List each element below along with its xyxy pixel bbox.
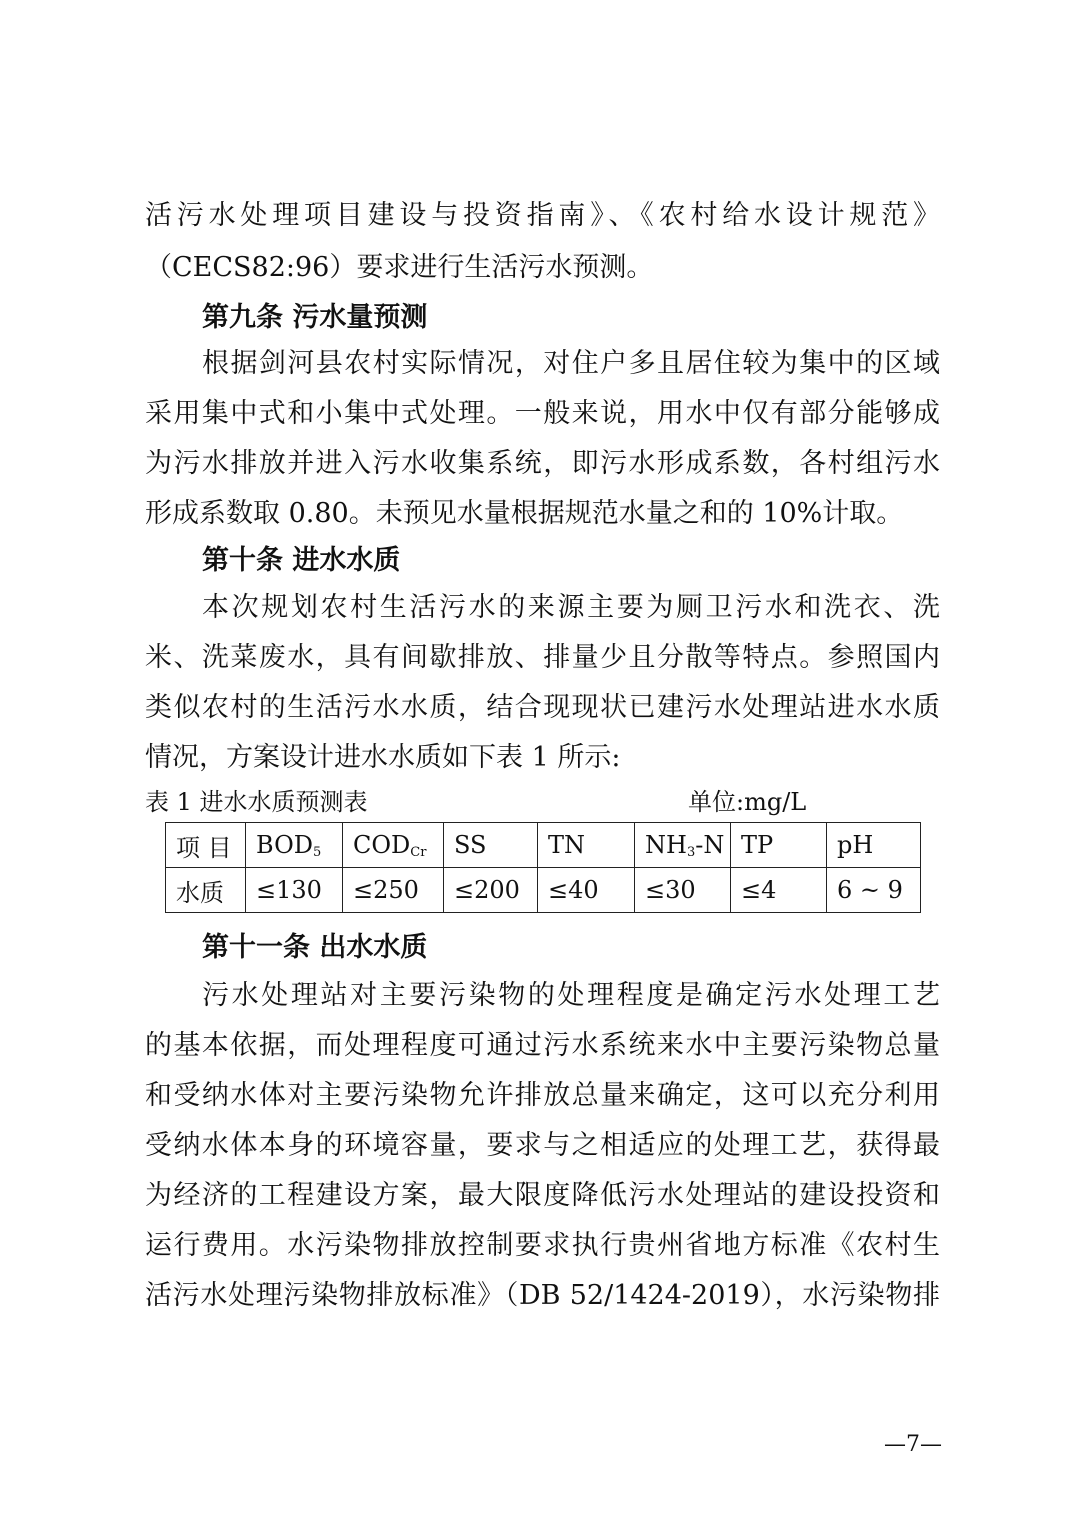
table-cell: 6 ~ 9 [827, 868, 921, 913]
table-unit: 单位:mg/L [688, 788, 807, 816]
body-line: 的基本依据，而处理程度可通过污水系统来水中主要污染物总量 [145, 1030, 940, 1061]
body-line: 受纳水体本身的环境容量，要求与之相适应的处理工艺，获得最 [145, 1130, 940, 1161]
section-heading-9: 第九条 污水量预测 [202, 302, 428, 333]
body-line: 活污水处理项目建设与投资指南》、《农村给水设计规范》 [145, 200, 940, 231]
table-cell: ≤40 [538, 868, 635, 913]
header-cell-bod: $BOD_5$ [246, 823, 343, 868]
header-cell-item: 项 目 [166, 823, 246, 868]
body-line: 根据剑河县农村实际情况，对住户多且居住较为集中的区域 [202, 348, 940, 379]
body-line: （CECS82:96）要求进行生活污水预测。 [145, 252, 654, 283]
table-caption: 表 1 进水水质预测表 [145, 788, 368, 816]
table-cell: ≤4 [731, 868, 827, 913]
table-cell: ≤130 [246, 868, 343, 913]
body-line: 污水处理站对主要污染物的处理程度是确定污水处理工艺 [202, 980, 940, 1011]
page-number: —7— [884, 1432, 942, 1457]
header-cell-ss: SS [444, 823, 538, 868]
body-line: 形成系数取 0.80。未预见水量根据规范水量之和的 10%计取。 [145, 498, 904, 529]
water-quality-table [165, 822, 921, 913]
header-cell-cod: $COD_{Cr}$ [343, 823, 444, 868]
table-cell: ≤250 [343, 868, 444, 913]
body-line: 情况，方案设计进水水质如下表 1 所示: [145, 742, 621, 773]
body-line: 为污水排放并进入污水收集系统，即污水形成系数，各村组污水 [145, 448, 940, 479]
body-line: 活污水处理污染物排放标准》（DB 52/1424-2019），水污染物排 [145, 1280, 940, 1311]
body-line: 和受纳水体对主要污染物允许排放总量来确定，这可以充分利用 [145, 1080, 940, 1111]
table-header-row [166, 823, 921, 868]
header-cell-ph: pH [827, 823, 921, 868]
table-row [166, 868, 921, 913]
header-cell-nh3n: $NH_3-N$ [635, 823, 731, 868]
header-cell-tp: TP [731, 823, 827, 868]
body-line: 本次规划农村生活污水的来源主要为厕卫污水和洗衣、洗 [202, 592, 940, 623]
header-cell-tn: TN [538, 823, 635, 868]
body-line: 运行费用。水污染物排放控制要求执行贵州省地方标准《农村生 [145, 1230, 940, 1261]
table-cell: ≤200 [444, 868, 538, 913]
table-cell: ≤30 [635, 868, 731, 913]
section-heading-10: 第十条 进水水质 [202, 545, 401, 576]
table-cell: 水质 [166, 868, 246, 913]
body-line: 采用集中式和小集中式处理。一般来说，用水中仅有部分能够成 [145, 398, 940, 429]
body-line: 为经济的工程建设方案，最大限度降低污水处理站的建设投资和 [145, 1180, 940, 1211]
section-heading-11: 第十一条 出水水质 [202, 932, 428, 963]
body-line: 米、洗菜废水，具有间歇排放、排量少且分散等特点。参照国内 [145, 642, 940, 673]
body-line: 类似农村的生活污水水质，结合现现状已建污水处理站进水水质 [145, 692, 940, 723]
